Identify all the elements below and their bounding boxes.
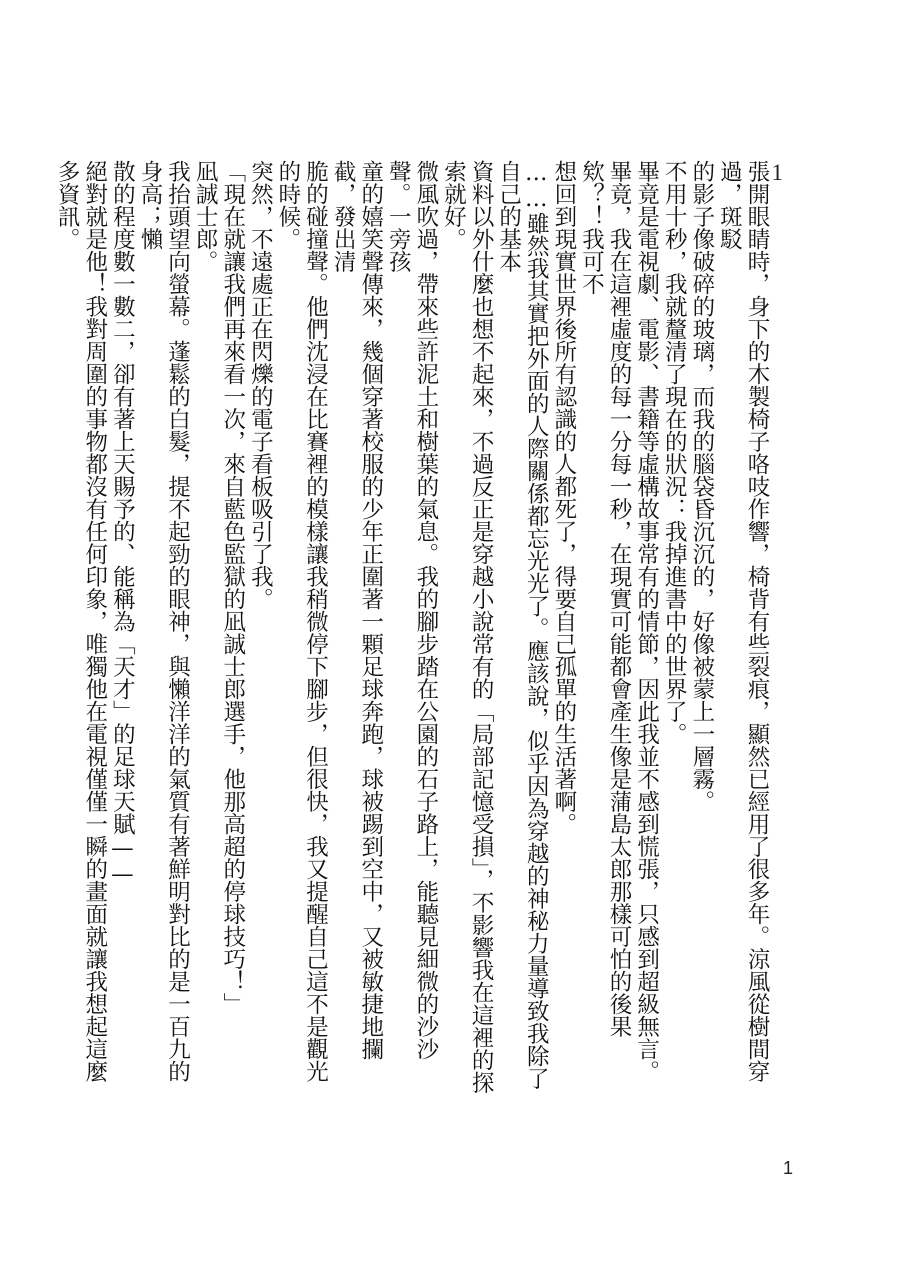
text-line: 「現在就讓我們再來看一次，來自藍色監獄的凪誠士郎選手，他那高超的停球技巧！」 — [219, 160, 246, 1015]
text-line: 的影子像破碎的玻璃，而我的腦袋昏沉沉的，好像被蒙上一層霧。 — [688, 160, 715, 813]
text-line: 脆的碰撞聲。他們沈浸在比賽裡的模樣讓我稍微停下腳步，但很快，我又提醒自己這不是觀光的時候。 — [274, 160, 329, 1083]
text-line: 不用十秒，我就釐清了現在的狀況：我掉進書中的世界了。 — [661, 160, 688, 745]
text-line: 絕對就是他！我對周圍的事物都沒有任何印象，唯獨他在電視僅僅一瞬的畫面就讓我想起這麼多資訊。 — [54, 160, 108, 1083]
text-line: 突然，不遠處正在閃爍的電子看板吸引了我。 — [247, 160, 274, 610]
text-line: ……雖然我其實把外面的人際關係都忘光光了。應該說，似乎因為穿越的神秘力量導致我除了自己的基本 — [495, 160, 550, 1090]
text-line: 畢竟是電視劇、電影、書籍等虛構故事常有的情節，因此我並不感到慌張，只感到超級無言。 — [633, 160, 660, 1083]
text-line: 我抬頭望向螢幕。蓬鬆的白髮，提不起勁的眼神，與懶洋洋的氣質有著鮮明對比的是一百九的身高；懶 — [136, 160, 191, 1083]
text-line: 想回到現實世界後所有認識的人都死了，得要自己孤單的生活著啊。 — [550, 160, 577, 835]
page-number: 1 — [783, 1158, 794, 1178]
body-text — [53, 160, 770, 1095]
text-line: 散的程度數一數二，卻有著上天賜予的、能稱為「天才」的足球天賦—— — [109, 160, 136, 887]
text-line: 張開眼睛時，身下的木製椅子咯吱作響，椅背有些裂痕，顯然已經用了很多年。涼風從樹間穿過，斑駁 — [716, 160, 770, 1083]
text-line: 畢竟，我在這裡虛度的每一分每一秒，在現實可能都會產生像是蒲島太郎那樣可怕的後果欸？！我可不 — [578, 160, 633, 1038]
text-line: 凪誠士郎。 — [192, 160, 219, 273]
chapter-number: 1 — [771, 160, 783, 185]
text-line: 資料以外什麼也想不起來，不過反正是穿越小說常有的「局部記憶受損」，不影響我在這裡的探索就好。 — [440, 160, 495, 1094]
text-line: 童的嬉笑聲傳來，幾個穿著校服的少年正圍著一顆足球奔跑，球被踢到空中，又被敏捷地攔截，發出清 — [330, 160, 384, 1060]
text-line: 微風吹過，帶來些許泥土和樹葉的氣息。我的腳步踏在公園的石子路上，能聽見細微的沙沙聲。一旁孩 — [385, 160, 439, 1060]
